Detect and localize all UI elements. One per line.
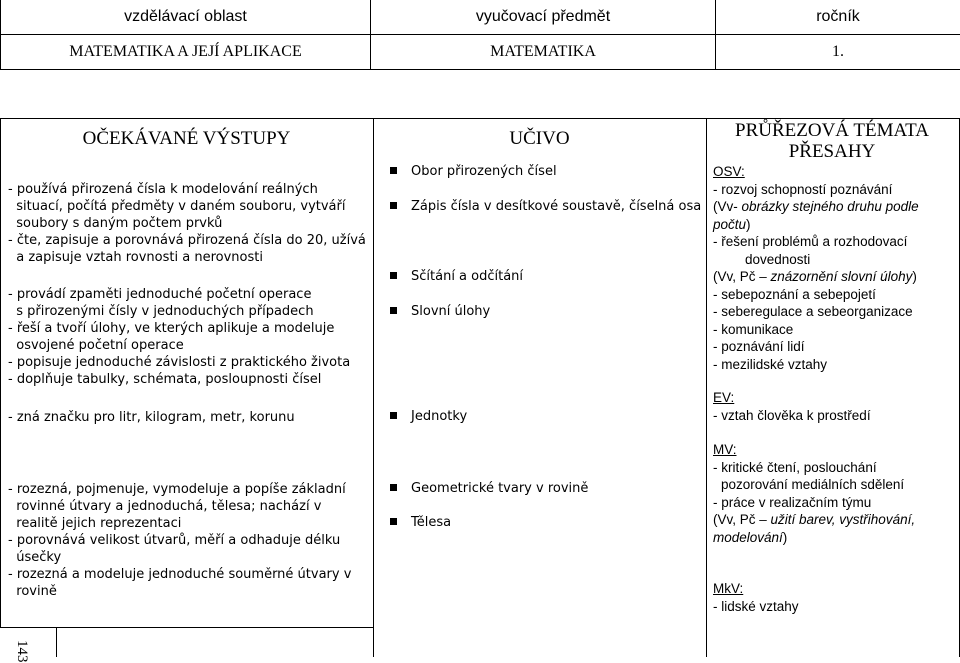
themes-mv: MV: - kritické čtení, poslouchání pozorování mediálních sdělení - práce v realizačním týmu (Vv, Pč – užití barev, vystřihování, modelování) (713, 441, 915, 546)
osv-note: (Vv- obrázky stejného druhu podle (713, 198, 919, 216)
outputs-heading: OČEKÁVANÉ VÝSTUPY (0, 128, 373, 150)
output-block-geometry: - rozezná, pojmenuje, vymodeluje a popíše základní rovinné útvary a jednoduchá, tělesa; nachází v realitě jejich reprezentaci - porovnává velikost útvarů, měří a odhaduje délku úsečky - rozezná a modeluje jednoduché souměrné útvary v rovině (8, 481, 351, 600)
page-number: 143 (13, 640, 30, 663)
label-educational-area: vzdělávací oblast (1, 0, 371, 35)
themes-heading: PRŮŘEZOVÁ TÉMATA PŘESAHY (716, 120, 948, 162)
page-number-divider (56, 627, 57, 657)
osv-note: (Vv, Pč – znázornění slovní úlohy) (713, 268, 919, 286)
value-subject: MATEMATIKA (371, 35, 716, 70)
output-block-numbers: - používá přirozená čísla k modelování reálných situací, počítá předměty v daném souboru, vytváří soubory s daným počtem prvků - čte, zapisuje a porovnává přirozená čísla do 20, užívá a zapisuje vztah rovnosti a nerovnosti (8, 181, 366, 266)
themes-mkv: MkV: - lidské vztahy (713, 580, 799, 615)
curriculum-item: Zápis čísla v desítkové soustavě, číselná osa (390, 199, 701, 214)
curriculum-item: Sčítání a odčítání (390, 269, 523, 284)
bullet-square-icon (390, 484, 397, 491)
themes-ev: EV: - vztah člověka k prostředí (713, 389, 871, 424)
curriculum-item: Slovní úlohy (390, 304, 490, 319)
curriculum-item: Geometrické tvary v rovině (390, 481, 588, 496)
mv-note: (Vv, Pč – užití barev, vystřihování, (713, 511, 915, 529)
column-divider-2 (706, 118, 707, 657)
label-grade: ročník (716, 0, 960, 35)
value-grade: 1. (716, 35, 960, 70)
bullet-square-icon (390, 518, 397, 525)
curriculum-item: Tělesa (390, 515, 451, 530)
output-block-units: - zná značku pro litr, kilogram, metr, korunu (8, 409, 295, 426)
header-table (0, 0, 960, 70)
curriculum-heading: UČIVO (373, 128, 706, 150)
osv-label: OSV: (713, 163, 919, 181)
value-educational-area: MATEMATIKA A JEJÍ APLIKACE (1, 35, 371, 70)
ev-label: EV: (713, 389, 871, 407)
bullet-square-icon (390, 202, 397, 209)
output-block-operations: - provádí zpaměti jednoduché početní operace s přirozenými čísly v jednoduchých případech - řeší a tvoří úlohy, ve kterých aplikuje a modeluje osvojené početní operace - popisuje jednoduché závislosti z praktického života - doplňuje tabulky, schémata, posloupnosti čísel (8, 286, 350, 388)
mkv-label: MkV: (713, 580, 799, 598)
bullet-square-icon (390, 272, 397, 279)
label-subject: vyučovací předmět (371, 0, 716, 35)
curriculum-item: Jednotky (390, 409, 467, 424)
bullet-square-icon (390, 307, 397, 314)
curriculum-item: Obor přirozených čísel (390, 164, 557, 179)
themes-osv: OSV: - rozvoj schopností poznávání (Vv- obrázky stejného druhu podle počtu) - řešení problémů a rozhodovací dovednosti (Vv, Pč – znázornění slovní úlohy) - sebepoznání a sebepojetí - seberegulace a sebeorganizace - komunikace - poznávání lidí - mezilidské vztahy (713, 163, 919, 373)
table-left-border (0, 118, 1, 628)
bullet-square-icon (390, 412, 397, 419)
table-top-border (0, 118, 960, 119)
column-divider-1 (373, 118, 374, 657)
mv-label: MV: (713, 441, 915, 459)
bullet-square-icon (390, 167, 397, 174)
